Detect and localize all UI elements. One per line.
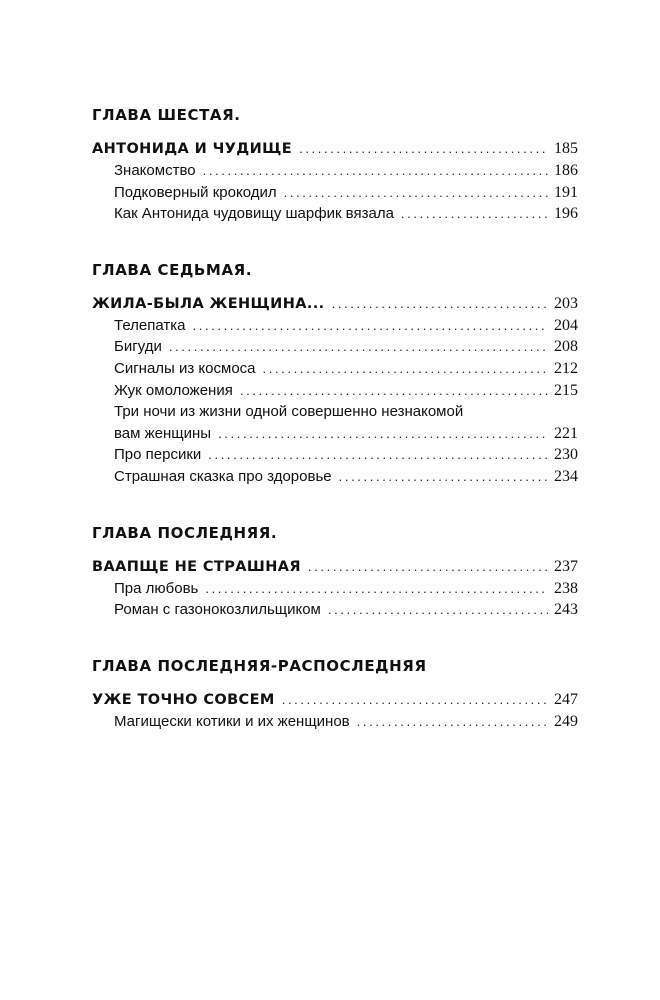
page-number: 191 — [554, 183, 578, 201]
entry-title: Пра любовь — [114, 579, 199, 597]
page-number: 204 — [554, 316, 578, 334]
section-title: ВААПЩЕ НЕ СТРАШНАЯ — [92, 558, 301, 575]
chapter-label: ГЛАВА ПОСЛЕДНЯЯ. — [92, 523, 278, 542]
entry-title: Знакомство — [114, 162, 196, 179]
entry-title: Роман с газонокозлильщиком — [114, 601, 321, 619]
chapter-label: ГЛАВА ПОСЛЕДНЯЯ-РАСПОСЛЕДНЯЯ — [92, 656, 427, 675]
section-entry[interactable] — [92, 556, 578, 578]
toc-entry[interactable] — [92, 578, 578, 600]
dot-leader — [357, 711, 548, 733]
dot-leader — [263, 358, 548, 380]
toc-entry[interactable] — [92, 336, 578, 358]
toc-entry[interactable] — [92, 160, 578, 182]
dot-leader — [284, 182, 548, 204]
entry-title: Жук омоложения — [114, 381, 233, 399]
dot-leader — [299, 138, 548, 160]
chapter-7 — [92, 259, 578, 488]
dot-leader — [208, 444, 548, 466]
page-number: 215 — [554, 381, 578, 399]
toc-entry[interactable] — [92, 466, 578, 488]
toc-entry-continuation[interactable] — [92, 423, 578, 445]
toc-entry[interactable] — [92, 380, 578, 402]
page-number: 185 — [554, 140, 578, 157]
page-number: 230 — [554, 446, 578, 464]
chapter-label: ГЛАВА СЕДЬМАЯ. — [92, 260, 253, 279]
section-entry[interactable] — [92, 689, 578, 711]
toc-entry[interactable] — [92, 315, 578, 337]
page-number: 249 — [554, 712, 578, 730]
section-title: АНТОНИДА И ЧУДИЩЕ — [92, 141, 293, 157]
page-number: 203 — [554, 294, 578, 312]
dot-leader — [203, 160, 548, 182]
toc-entry[interactable] — [92, 599, 578, 621]
entry-title: Телепатка — [114, 316, 186, 334]
section-title: ЖИЛА-БЫЛА ЖЕНЩИНА... — [92, 295, 325, 312]
entry-title: Как Антонида чудовищу шарфик вязала — [114, 205, 394, 223]
dot-leader — [401, 203, 548, 225]
toc-entry[interactable] — [92, 711, 578, 733]
entry-title: Про персики — [114, 446, 202, 464]
page-number: 186 — [554, 162, 578, 179]
chapter-very-last — [92, 655, 578, 733]
dot-leader — [339, 466, 548, 488]
dot-leader — [193, 315, 549, 337]
chapter-6 — [92, 104, 578, 225]
entry-title: Три ночи из жизни одной совершенно незнакомой — [114, 403, 464, 421]
section-title: УЖЕ ТОЧНО СОВСЕМ — [92, 691, 275, 708]
chapter-last — [92, 522, 578, 621]
toc-entry-first-line[interactable] — [92, 401, 578, 423]
dot-leader — [169, 336, 548, 358]
entry-title: Магищески котики и их женщинов — [114, 712, 350, 730]
page-number: 247 — [554, 690, 578, 708]
page-number: 212 — [554, 359, 578, 377]
page-number: 238 — [554, 579, 578, 597]
page-number: 234 — [554, 467, 578, 485]
page-number: 237 — [554, 557, 578, 575]
dot-leader — [205, 578, 548, 600]
entry-title: Сигналы из космоса — [114, 359, 256, 377]
dot-leader — [218, 423, 548, 445]
dot-leader — [332, 293, 548, 315]
page-number: 196 — [554, 205, 578, 223]
page-number: 243 — [554, 601, 578, 619]
page-number: 208 — [554, 338, 578, 356]
section-entry[interactable] — [92, 138, 578, 160]
chapter-label: ГЛАВА ШЕСТАЯ. — [92, 106, 241, 124]
toc-entry[interactable] — [92, 444, 578, 466]
entry-title-continuation: вам женщины — [114, 424, 212, 442]
dot-leader — [240, 380, 548, 402]
entry-title: Страшная сказка про здоровье — [114, 467, 332, 485]
entry-title: Подковерный крокодил — [114, 183, 277, 201]
section-entry[interactable] — [92, 293, 578, 315]
dot-leader — [282, 689, 548, 711]
toc-entry[interactable] — [92, 182, 578, 204]
page-number: 221 — [554, 424, 578, 442]
table-of-contents — [92, 104, 578, 732]
dot-leader — [328, 599, 548, 621]
toc-entry[interactable] — [92, 203, 578, 225]
toc-entry[interactable] — [92, 358, 578, 380]
dot-leader — [308, 556, 548, 578]
entry-title: Бигуди — [114, 338, 162, 356]
